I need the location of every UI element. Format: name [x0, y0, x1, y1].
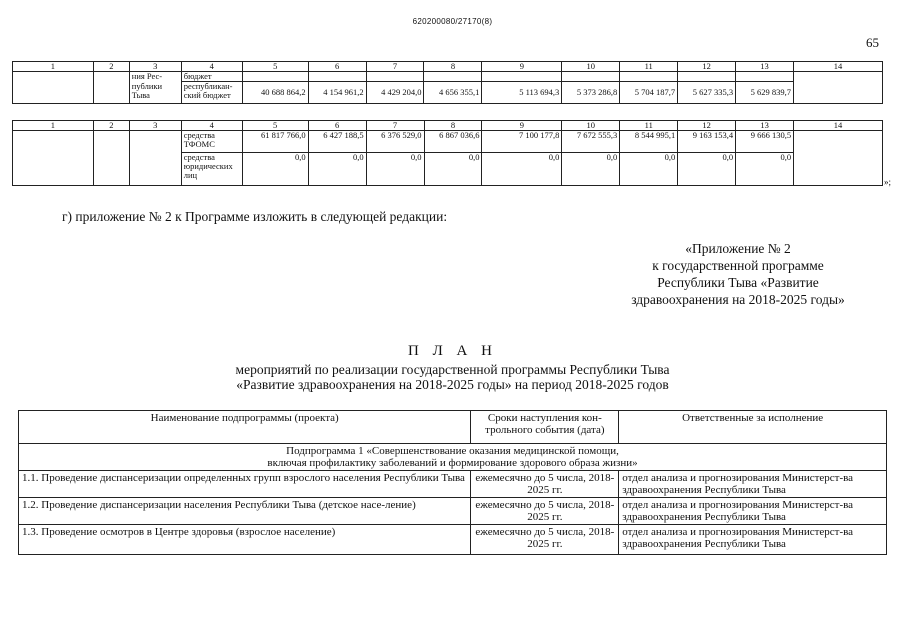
- funding-source: средства юридических лиц: [181, 153, 242, 186]
- table-row: [19, 498, 887, 525]
- col-number: 6: [308, 62, 366, 72]
- table-row: [13, 72, 883, 82]
- col-number: 10: [562, 121, 620, 131]
- value-cell: 8 544 995,1: [620, 131, 678, 153]
- value-cell: 61 817 766,0: [242, 131, 308, 153]
- value-cell: 5 373 286,8: [562, 82, 620, 104]
- col-number: 12: [678, 121, 736, 131]
- col-number: 13: [736, 62, 794, 72]
- value-cell: 0,0: [482, 153, 562, 186]
- col-number: 9: [482, 62, 562, 72]
- subprogram-title: [19, 444, 887, 471]
- value-cell: 6 867 036,6: [424, 131, 482, 153]
- value-cell: 0,0: [366, 153, 424, 186]
- value-cell: 0,0: [308, 153, 366, 186]
- subprogram-line: Подпрограмма 1 «Совершенствование оказания медицинской помощи,: [286, 445, 619, 457]
- value-cell: 4 429 204,0: [366, 82, 424, 104]
- col-number: 4: [181, 121, 242, 131]
- plan-subtitle: [0, 362, 905, 392]
- closing-quote: »;: [884, 177, 892, 187]
- col-number: 10: [562, 62, 620, 72]
- document-id: 620200080/27170(8): [412, 17, 493, 26]
- col-number: 8: [424, 121, 482, 131]
- deadline: ежемесячно до 5 числа, 2018-2025 гг.: [471, 471, 619, 498]
- appendix-line: «Приложение № 2: [685, 241, 791, 256]
- col-number: 8: [424, 62, 482, 72]
- value-cell: 0,0: [678, 153, 736, 186]
- funding-source: республикан-ский бюджет: [181, 82, 242, 104]
- program-name-fragment: ния Рес-: [129, 72, 181, 82]
- value-cell: 40 688 864,2: [242, 82, 308, 104]
- col-number: 6: [308, 121, 366, 131]
- col-number: 5: [242, 62, 308, 72]
- table-row: [19, 471, 887, 498]
- value-cell: 0,0: [242, 153, 308, 186]
- budget-table-bottom: [12, 120, 883, 186]
- responsible: отдел анализа и прогнозирования Министерст-ва здравоохранения Республики Тыва: [619, 525, 887, 555]
- value-cell: 7 672 555,3: [562, 131, 620, 153]
- col-number: 7: [366, 62, 424, 72]
- value-cell: 0,0: [736, 153, 794, 186]
- column-header: Ответственные за исполнение: [619, 411, 887, 444]
- table-header-row: [19, 411, 887, 444]
- responsible: отдел анализа и прогнозирования Министерст-ва здравоохранения Республики Тыва: [619, 471, 887, 498]
- funding-source: средства ТФОМС: [181, 131, 242, 153]
- col-number: 1: [13, 121, 94, 131]
- col-number: 14: [794, 121, 883, 131]
- value-cell: 5 113 694,3: [482, 82, 562, 104]
- value-cell: 9 163 153,4: [678, 131, 736, 153]
- activity-name: 1.2. Проведение диспансеризации населения Республики Тыва (детское насе-ление): [19, 498, 471, 525]
- value-cell: 5 627 335,3: [678, 82, 736, 104]
- column-number-row: [13, 62, 883, 72]
- plan-subtitle-line: «Развитие здравоохранения на 2018-2025 годы» на период 2018-2025 годов: [236, 377, 669, 392]
- value-cell: 4 154 961,2: [308, 82, 366, 104]
- col-number: 4: [181, 62, 242, 72]
- col-number: 14: [793, 62, 882, 72]
- responsible: отдел анализа и прогнозирования Министерст-ва здравоохранения Республики Тыва: [619, 498, 887, 525]
- budget-table-top: [12, 61, 883, 104]
- table-row: [19, 525, 887, 555]
- col-number: 5: [242, 121, 308, 131]
- column-header: Наименование подпрограммы (проекта): [19, 411, 471, 444]
- value-cell: 4 656 355,1: [424, 82, 482, 104]
- col-number: 11: [620, 62, 678, 72]
- subprogram-line: включая профилактику заболеваний и формирование здорового образа жизни»: [267, 457, 638, 469]
- appendix-heading: [590, 240, 886, 308]
- col-number: 1: [13, 62, 94, 72]
- column-number-row: [13, 121, 883, 131]
- table-row: [13, 131, 883, 153]
- column-header: Сроки наступления кон-трольного события (дата): [471, 411, 619, 444]
- appendix-line: Республики Тыва «Развитие: [657, 275, 819, 290]
- col-number: 2: [93, 62, 129, 72]
- amendment-paragraph: г) приложение № 2 к Программе изложить в следующей редакции:: [62, 209, 448, 224]
- col-number: 7: [366, 121, 424, 131]
- value-cell: 9 666 130,5: [736, 131, 794, 153]
- activity-name: 1.3. Проведение осмотров в Центре здоровья (взрослое население): [19, 525, 471, 555]
- value-cell: 5 629 839,7: [736, 82, 794, 104]
- value-cell: 0,0: [620, 153, 678, 186]
- appendix-line: к государственной программе: [652, 258, 824, 273]
- plan-subtitle-line: мероприятий по реализации государственной программы Республики Тыва: [235, 362, 670, 377]
- col-number: 3: [129, 62, 181, 72]
- activity-name: 1.1. Проведение диспансеризации определенных групп взрослого населения Республики Тыва: [19, 471, 471, 498]
- subprogram-row: [19, 444, 887, 471]
- col-number: 2: [93, 121, 129, 131]
- funding-source: бюджет: [181, 72, 242, 82]
- value-cell: 6 376 529,0: [366, 131, 424, 153]
- value-cell: 0,0: [424, 153, 482, 186]
- col-number: 3: [129, 121, 181, 131]
- col-number: 11: [620, 121, 678, 131]
- plan-table: [18, 410, 887, 555]
- value-cell: 7 100 177,8: [482, 131, 562, 153]
- page-number: 65: [866, 35, 879, 50]
- deadline: ежемесячно до 5 числа, 2018-2025 гг.: [471, 498, 619, 525]
- value-cell: 6 427 188,5: [308, 131, 366, 153]
- deadline: ежемесячно до 5 числа, 2018-2025 гг.: [471, 525, 619, 555]
- col-number: 13: [736, 121, 794, 131]
- value-cell: 0,0: [562, 153, 620, 186]
- col-number: 12: [678, 62, 736, 72]
- plan-title: П Л А Н: [408, 343, 497, 359]
- value-cell: 5 704 187,7: [620, 82, 678, 104]
- appendix-line: здравоохранения на 2018-2025 годы»: [631, 292, 845, 307]
- program-name-fragment: публики Тыва: [129, 82, 181, 104]
- col-number: 9: [482, 121, 562, 131]
- table-row: [13, 82, 883, 104]
